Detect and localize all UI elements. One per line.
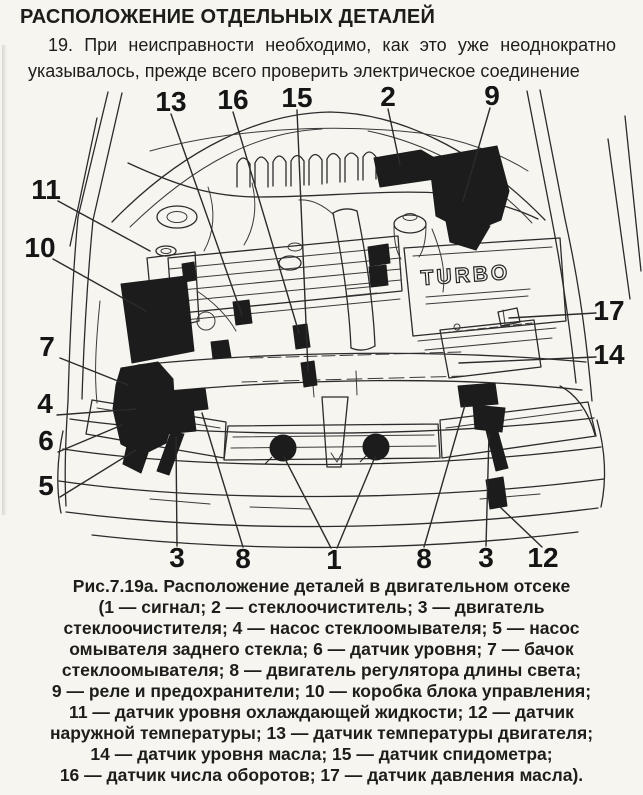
callout-8-left: 8: [235, 543, 251, 570]
engine-compartment-figure: [0, 86, 643, 570]
oil-filler-cap: [279, 256, 301, 270]
callout-4: 4: [37, 388, 53, 419]
caption-line: 14 — датчик уровня масла; 15 — датчик спидометра;: [90, 744, 553, 764]
relay-fuse-box: [429, 146, 509, 233]
turbo-badge: TURBO: [420, 260, 512, 291]
horn-right: [363, 434, 389, 460]
horn-left: [270, 435, 296, 461]
callout-11: 11: [31, 174, 61, 205]
callout-13: 13: [155, 86, 187, 117]
intro-paragraph: 19. При неисправности необходимо, как это уже неоднократно указывалось, прежде всего проверить электрическое соединение: [28, 35, 616, 81]
callout-8-right: 8: [416, 543, 432, 570]
caption-line: стеклоочистителя; 4 — насос стеклоомывателя; 5 — насос: [63, 618, 580, 638]
control-unit-box: [121, 276, 194, 363]
caption-line: 9 — реле и предохранители; 10 — коробка блока управления;: [51, 681, 592, 701]
callout-15: 15: [281, 86, 313, 113]
caption-line: наружной температуры; 13 — датчик температуры двигателя;: [49, 723, 594, 743]
callout-1: 1: [326, 544, 342, 570]
page-title: РАСПОЛОЖЕНИЕ ОТДЕЛЬНЫХ ДЕТАЛЕЙ: [20, 6, 436, 28]
caption-line: Рис.7.19а. Расположение деталей в двигательном отсеке: [72, 576, 571, 596]
engine-temperature-sensor: [233, 300, 252, 325]
headlight-wiper-motor-right: [473, 405, 505, 432]
strut-tower-dome: [157, 206, 197, 228]
callout-3-right: 3: [478, 542, 494, 570]
callout-14: 14: [593, 339, 625, 370]
caption-line: омывателя заднего стекла; 6 — датчик уровня; 7 — бачок: [69, 639, 574, 659]
callout-10: 10: [24, 232, 56, 263]
headlight-wiper-motor-left: [160, 407, 196, 434]
callout-6: 6: [38, 425, 54, 456]
speedometer-sensor: [301, 361, 317, 387]
caption-line: 11 — датчик уровня охлаждающей жидкости; 12 — датчик: [69, 702, 574, 722]
caption-line: (1 — сигнал; 2 — стеклоочиститель; 3 — двигатель: [98, 597, 545, 617]
callout-9: 9: [484, 86, 500, 111]
callout-12: 12: [527, 542, 559, 570]
outside-temperature-sensor: [486, 477, 507, 509]
cowl-vent-slots: [237, 152, 376, 187]
figure-caption: [0, 576, 643, 786]
callout-16: 16: [217, 86, 249, 115]
caption-line: стеклоомывателя; 8 — двигатель регулятора длины света;: [61, 660, 582, 680]
callout-7: 7: [39, 331, 55, 362]
headlight-range-motor-right: [458, 383, 498, 407]
scan-shadow-edge: [2, 45, 7, 515]
intake-hose: [333, 211, 375, 348]
dark-components: [113, 146, 512, 509]
callout-3-left: 3: [169, 542, 185, 570]
coolant-level-sensor: [182, 262, 196, 282]
callout-2: 2: [380, 86, 396, 112]
wiper-motor: [374, 150, 435, 187]
callout-17: 17: [593, 295, 625, 326]
fluid-reservoir: [394, 215, 426, 233]
callout-5: 5: [38, 470, 54, 501]
caption-line: 16 — датчик числа оборотов; 17 — датчик давления масла).: [59, 765, 584, 785]
